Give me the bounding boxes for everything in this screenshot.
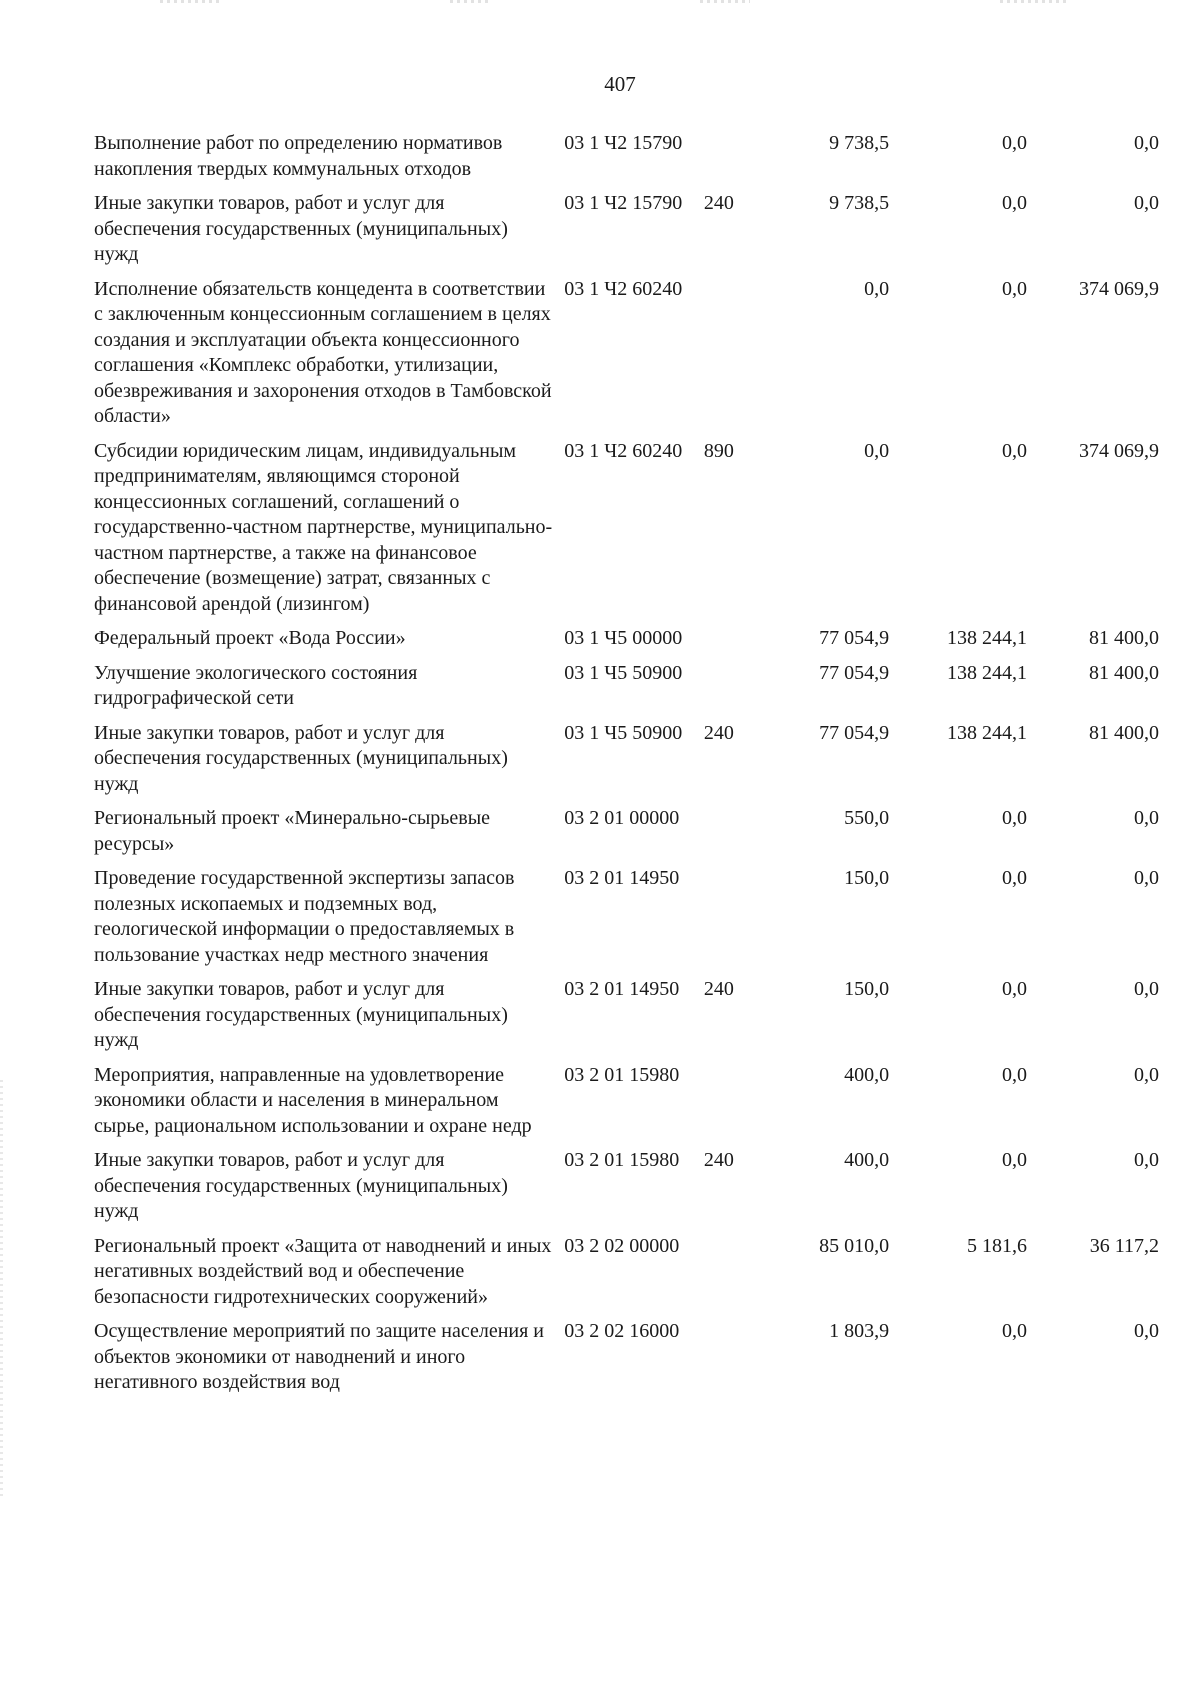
row-name: Региональный проект «Защита от наводнений и иных негативных воздействий вод и обеспечение безопасности гидротехнических сооружений» xyxy=(94,1234,552,1308)
row-value-2: 0,0 xyxy=(1001,132,1027,154)
table-row xyxy=(94,439,1159,627)
row-code: 03 2 01 15980 xyxy=(564,1063,680,1086)
row-value-1: 77 054,9 xyxy=(819,661,890,684)
row-code: 03 2 01 00000 xyxy=(564,807,680,829)
row-name: Федеральный проект «Вода России» xyxy=(94,627,406,649)
budget-table-body xyxy=(94,131,1159,1405)
row-code: 03 2 01 15980 xyxy=(564,1149,680,1171)
row-expense-type: 240 xyxy=(703,978,734,1000)
row-name: Улучшение экологического состояния гидрографической сети xyxy=(94,661,418,709)
row-value-3: 374 069,9 xyxy=(1079,277,1159,300)
row-value-2: 0,0 xyxy=(1001,807,1027,829)
row-expense-type xyxy=(704,1234,754,1320)
table-row xyxy=(94,977,1159,1063)
row-expense-type xyxy=(704,1319,754,1405)
row-value-1: 9 738,5 xyxy=(829,132,890,154)
row-value-3: 81 400,0 xyxy=(1089,721,1159,744)
row-code: 03 2 01 14950 xyxy=(564,867,680,889)
row-value-1: 77 054,9 xyxy=(819,721,890,744)
row-value-3: 0,0 xyxy=(1134,1063,1159,1086)
row-value-3: 0,0 xyxy=(1134,867,1159,889)
row-name: Выполнение работ по определению нормативов накопления твердых коммунальных отходов xyxy=(94,132,503,180)
row-value-1: 77 054,9 xyxy=(819,627,890,649)
table-row xyxy=(94,131,1159,191)
table-row xyxy=(94,1319,1159,1405)
row-code: 03 1 Ч5 50900 xyxy=(564,721,683,744)
row-expense-type xyxy=(704,1063,754,1149)
row-value-2: 0,0 xyxy=(1001,192,1027,214)
row-value-3: 0,0 xyxy=(1134,1149,1159,1171)
table-row xyxy=(94,661,1159,721)
row-name: Проведение государственной экспертизы запасов полезных ископаемых и подземных вод, геологической информации о предоставляемых в пользование участках недр местного значения xyxy=(94,867,515,966)
row-code: 03 2 01 14950 xyxy=(564,978,680,1000)
scan-artifact xyxy=(160,0,220,3)
row-name: Субсидии юридическим лицам, индивидуальным предпринимателям, являющимся стороной концессионных соглашений, соглашений о государственно-частном партнерстве, муниципально-частном партнерстве, а также на финансовое обеспечение (возмещение) затрат, связанных с финансовой арендой (лизингом) xyxy=(94,439,553,615)
row-value-1: 150,0 xyxy=(844,867,890,889)
row-name: Иные закупки товаров, работ и услуг для обеспечения государственных (муниципальных) нужд xyxy=(94,721,508,795)
row-value-1: 9 738,5 xyxy=(829,192,890,214)
row-value-3: 0,0 xyxy=(1134,978,1159,1000)
scan-artifact xyxy=(700,0,750,3)
row-code: 03 1 Ч2 60240 xyxy=(564,277,683,300)
row-code: 03 1 Ч2 15790 xyxy=(564,192,683,214)
row-value-2: 0,0 xyxy=(1001,277,1027,300)
page-number: 407 xyxy=(604,72,636,96)
row-code: 03 1 Ч5 00000 xyxy=(564,627,683,649)
row-code: 03 1 Ч5 50900 xyxy=(564,661,683,684)
scan-artifact xyxy=(1000,0,1070,3)
row-name: Иные закупки товаров, работ и услуг для обеспечения государственных (муниципальных) нужд xyxy=(94,192,508,265)
row-value-2: 0,0 xyxy=(1001,439,1027,462)
row-code: 03 1 Ч2 15790 xyxy=(564,132,683,154)
row-value-2: 0,0 xyxy=(1001,1063,1027,1086)
table-row xyxy=(94,1234,1159,1320)
row-value-3: 36 117,2 xyxy=(1089,1234,1159,1257)
row-name: Осуществление мероприятий по защите населения и объектов экономики от наводнений и иного негативного воздействия вод xyxy=(94,1320,544,1393)
row-value-1: 150,0 xyxy=(844,978,890,1000)
row-value-2: 0,0 xyxy=(1001,867,1027,889)
scan-artifact xyxy=(0,1080,3,1500)
table-row xyxy=(94,866,1159,977)
row-value-3: 0,0 xyxy=(1134,1320,1159,1342)
row-expense-type xyxy=(704,131,754,191)
row-expense-type xyxy=(704,626,754,661)
row-value-1: 550,0 xyxy=(844,807,890,829)
row-expense-type xyxy=(704,661,754,721)
table-row xyxy=(94,191,1159,277)
row-expense-type: 240 xyxy=(703,721,734,744)
row-value-3: 374 069,9 xyxy=(1079,439,1159,462)
row-value-1: 0,0 xyxy=(864,439,890,462)
table-row xyxy=(94,1063,1159,1149)
row-name: Исполнение обязательств концедента в соответствии с заключенным концессионным соглашением в целях создания и эксплуатации объекта концессионного соглашения «Комплекс обработки, утилизации, обезвреживания и захоронения отходов в Тамбовской области» xyxy=(94,277,552,427)
table-row xyxy=(94,721,1159,807)
row-expense-type: 240 xyxy=(703,192,734,214)
budget-table xyxy=(94,131,1159,1405)
row-expense-type xyxy=(704,277,754,439)
table-row xyxy=(94,1148,1159,1234)
row-value-1: 0,0 xyxy=(864,277,890,300)
row-value-1: 400,0 xyxy=(844,1063,890,1086)
row-value-1: 85 010,0 xyxy=(819,1234,890,1257)
scan-artifact xyxy=(450,0,490,3)
row-name: Региональный проект «Минерально-сырьевые ресурсы» xyxy=(94,807,491,855)
row-value-3: 0,0 xyxy=(1134,132,1159,154)
row-code: 03 2 02 16000 xyxy=(564,1320,680,1342)
row-value-2: 5 181,6 xyxy=(966,1234,1027,1257)
row-value-2: 138 244,1 xyxy=(946,627,1027,649)
row-expense-type xyxy=(704,806,754,866)
row-value-3: 81 400,0 xyxy=(1089,627,1159,649)
row-name: Иные закупки товаров, работ и услуг для обеспечения государственных (муниципальных) нужд xyxy=(94,978,508,1051)
row-expense-type xyxy=(704,866,754,977)
row-code: 03 2 02 00000 xyxy=(564,1234,680,1257)
row-value-3: 81 400,0 xyxy=(1089,661,1159,684)
row-value-2: 0,0 xyxy=(1001,1149,1027,1171)
row-value-2: 0,0 xyxy=(1001,1320,1027,1342)
row-value-2: 138 244,1 xyxy=(946,721,1027,744)
table-row xyxy=(94,806,1159,866)
row-expense-type: 240 xyxy=(703,1149,734,1171)
row-name: Мероприятия, направленные на удовлетворение экономики области и населения в минеральном сырье, рациональном использовании и охране недр xyxy=(94,1063,532,1137)
row-name: Иные закупки товаров, работ и услуг для обеспечения государственных (муниципальных) нужд xyxy=(94,1149,508,1222)
row-value-3: 0,0 xyxy=(1134,807,1159,829)
row-value-2: 138 244,1 xyxy=(946,661,1027,684)
row-value-2: 0,0 xyxy=(1001,978,1027,1000)
row-value-1: 1 803,9 xyxy=(829,1320,890,1342)
row-expense-type: 890 xyxy=(703,439,734,462)
row-value-1: 400,0 xyxy=(844,1149,890,1171)
row-code: 03 1 Ч2 60240 xyxy=(564,439,683,462)
table-row xyxy=(94,277,1159,439)
row-value-3: 0,0 xyxy=(1134,192,1159,214)
table-row xyxy=(94,626,1159,661)
